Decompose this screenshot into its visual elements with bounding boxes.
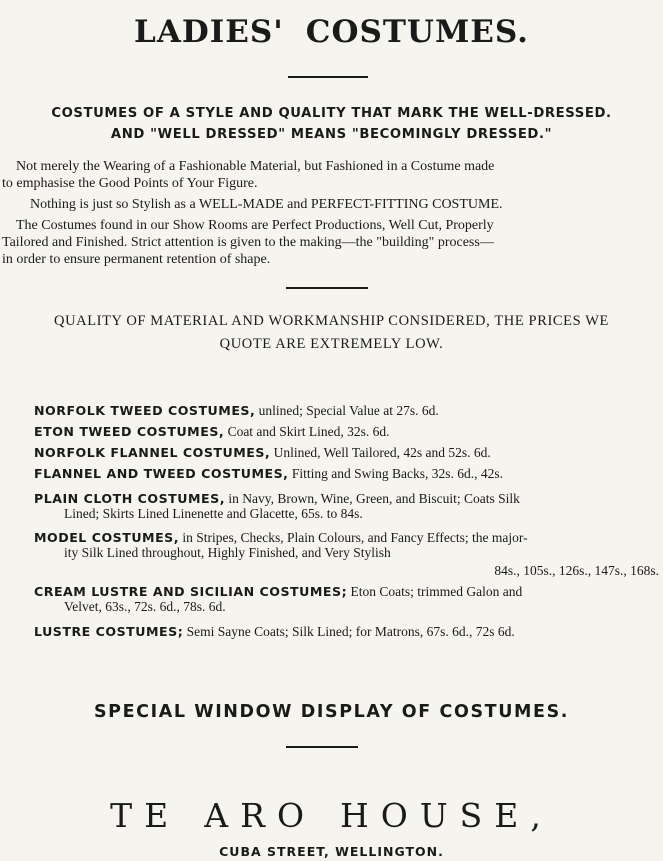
intro-p1-line2: to emphasise the Good Points of Your Figure.	[2, 176, 258, 191]
list-item: FLANNEL AND TWEED COSTUMES, Fitting and Swing Backs, 32s. 6d., 42s.	[34, 466, 503, 481]
page-title	[0, 14, 663, 50]
intro-p3-line3: in order to ensure permanent retention of shape.	[2, 252, 271, 267]
headline-line-1: COSTUMES OF A STYLE AND QUALITY THAT MARK THE WELL-DRESSED.	[51, 106, 612, 121]
store-name	[0, 796, 663, 835]
intro-p3-line1: The Costumes found in our Show Rooms are Perfect Productions, Well Cut, Properly	[16, 218, 494, 233]
divider-1	[288, 76, 368, 78]
list-item-continuation: ity Silk Lined throughout, Highly Finished, and Very Stylish	[64, 545, 391, 560]
list-item-continuation: Velvet, 63s., 72s. 6d., 78s. 6d.	[64, 599, 226, 614]
list-item: CREAM LUSTRE AND SICILIAN COSTUMES; Eton Coats; trimmed Galon and	[34, 584, 523, 599]
list-item: NORFOLK FLANNEL COSTUMES, Unlined, Well Tailored, 42s and 52s. 6d.	[34, 445, 491, 460]
title-word-1: LADIES'	[134, 14, 284, 50]
list-item: NORFOLK TWEED COSTUMES, unlined; Special Value at 27s. 6d.	[34, 403, 439, 418]
headline-line-2: AND "WELL DRESSED" MEANS "BECOMINGLY DRESSED."	[110, 127, 553, 142]
store-name-word-3: HOUSE,	[340, 796, 553, 835]
quality-line-2: QUOTE ARE EXTREMELY LOW.	[219, 336, 444, 352]
list-item-prices: 84s., 105s., 126s., 147s., 168s.	[494, 563, 659, 578]
list-item: ETON TWEED COSTUMES, Coat and Skirt Lined, 32s. 6d.	[34, 424, 390, 439]
special-display-heading: SPECIAL WINDOW DISPLAY OF COSTUMES.	[93, 702, 570, 722]
divider-3	[286, 746, 358, 748]
title-word-2: COSTUMES.	[305, 14, 529, 50]
list-item: MODEL COSTUMES, in Stripes, Checks, Plain Colours, and Fancy Effects; the major-	[34, 530, 528, 545]
intro-p2-line1: Nothing is just so Stylish as a WELL-MADE and PERFECT-FITTING COSTUME.	[30, 197, 503, 212]
intro-p1-line1: Not merely the Wearing of a Fashionable Material, but Fashioned in a Costume made	[16, 159, 495, 174]
store-name-word-2: ARO	[204, 796, 316, 835]
store-address: CUBA STREET, WELLINGTON.	[219, 844, 444, 859]
list-item: LUSTRE COSTUMES; Semi Sayne Coats; Silk Lined; for Matrons, 67s. 6d., 72s 6d.	[34, 624, 515, 639]
intro-p3-line2: Tailored and Finished. Strict attention is given to the making—the "building" process—	[2, 235, 494, 250]
list-item: PLAIN CLOTH COSTUMES, in Navy, Brown, Wine, Green, and Biscuit; Coats Silk	[34, 491, 520, 506]
list-item-continuation: Lined; Skirts Lined Linenette and Glacette, 65s. to 84s.	[64, 506, 363, 521]
quality-line-1: QUALITY OF MATERIAL AND WORKMANSHIP CONSIDERED, THE PRICES WE	[54, 313, 609, 329]
store-name-word-1: TE	[110, 796, 181, 835]
divider-2	[286, 287, 368, 289]
